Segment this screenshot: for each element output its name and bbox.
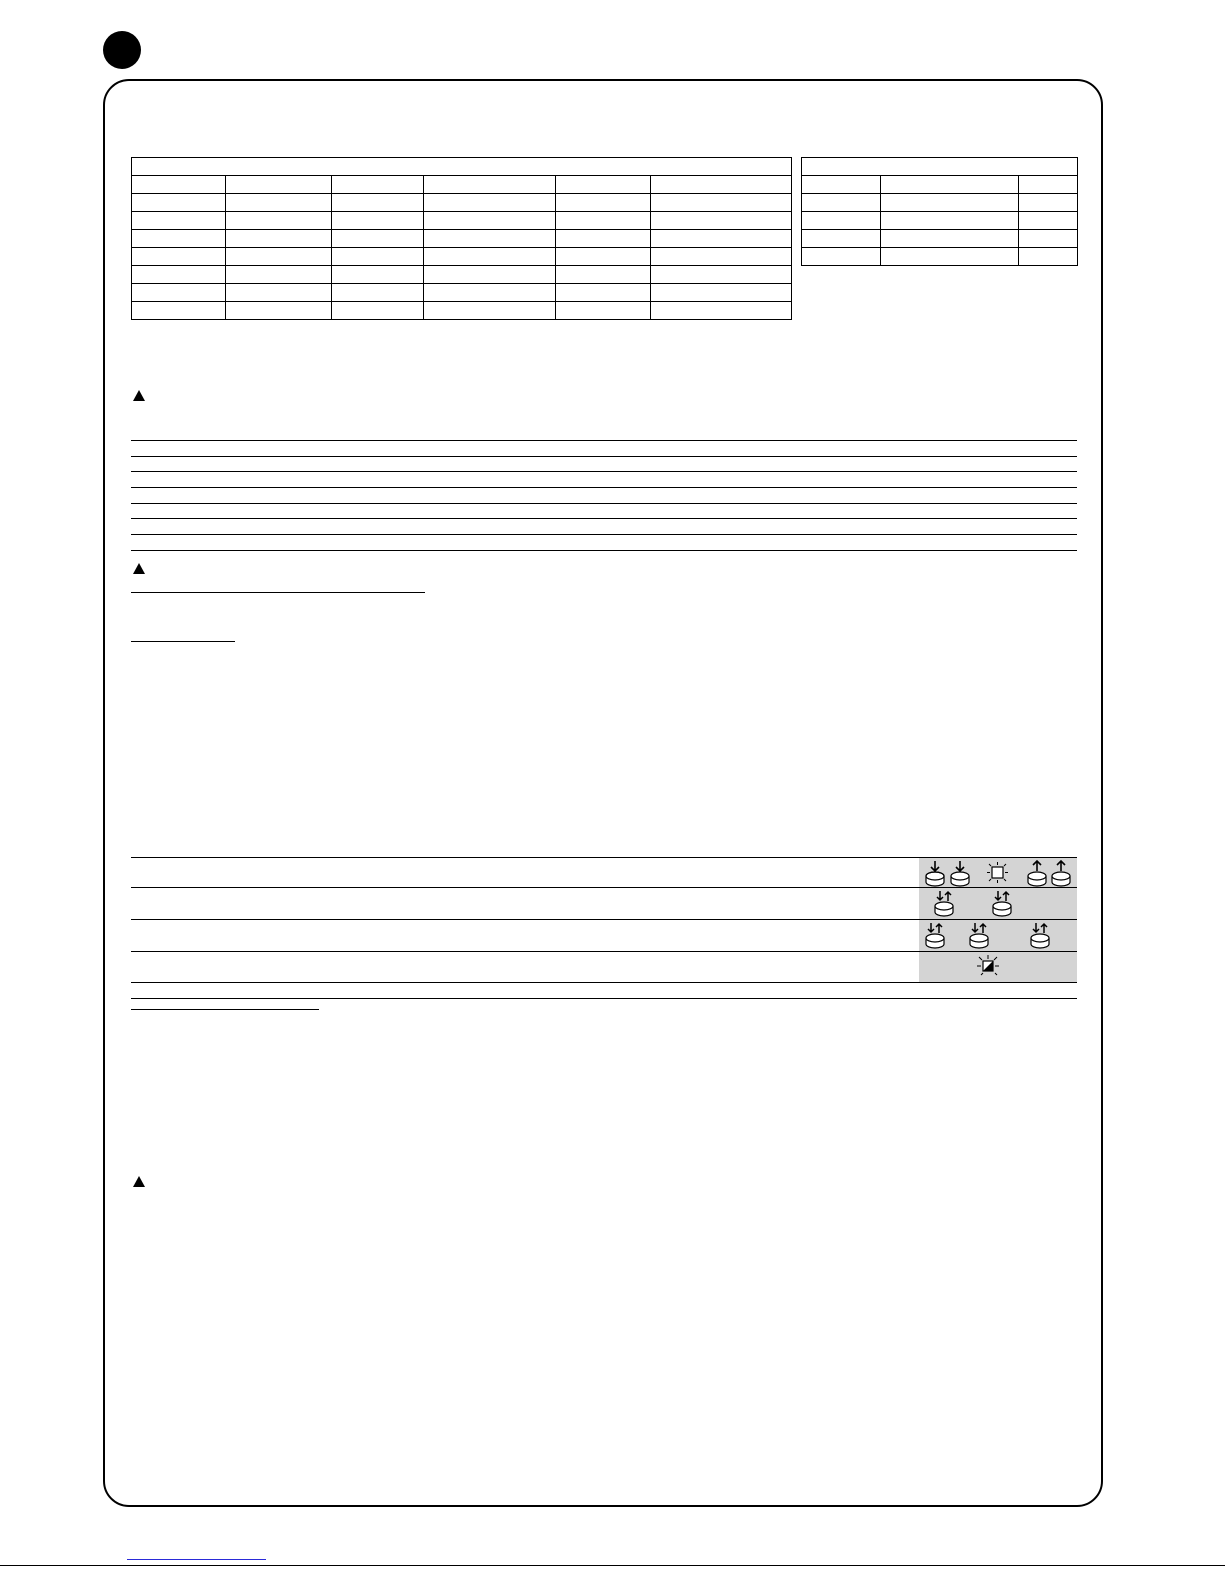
button-release-icon <box>1028 861 1046 886</box>
table-row <box>132 212 792 230</box>
table-header-row <box>802 158 1078 176</box>
table-row <box>132 176 792 194</box>
rule-line <box>131 550 1077 551</box>
rule-line <box>131 487 1077 488</box>
main-table <box>131 157 792 320</box>
procedure-icon-cell <box>919 952 1077 982</box>
procedure-icon-cell <box>919 888 1077 919</box>
table-row <box>132 302 792 320</box>
button-press-release-icon <box>1031 923 1049 948</box>
button-press-release-icon <box>926 923 944 948</box>
procedure-rule <box>131 982 1077 983</box>
table-row <box>802 176 1078 194</box>
footer-link[interactable] <box>127 1559 266 1560</box>
button-press-icon <box>951 861 969 886</box>
light-blink-icon <box>977 955 999 975</box>
button-press-release-icon <box>935 891 953 916</box>
button-press-icon <box>926 861 944 886</box>
table-row <box>802 212 1078 230</box>
blinking-light-icon <box>987 862 1008 883</box>
table-row <box>132 230 792 248</box>
procedure-rule <box>131 998 1077 999</box>
section-underline <box>131 1009 319 1010</box>
warning-triangle-icon <box>133 563 145 574</box>
page-marker-dot <box>103 31 141 69</box>
rule-line <box>131 503 1077 504</box>
rule-line <box>131 534 1077 535</box>
table-row <box>802 248 1078 266</box>
table-row <box>802 194 1078 212</box>
footer-rule <box>0 1565 1225 1566</box>
procedure-icon-cell <box>919 858 1077 887</box>
table-row <box>132 284 792 302</box>
table-row <box>132 266 792 284</box>
section-underline <box>131 592 425 593</box>
rule-line <box>131 456 1077 457</box>
table-header-row <box>132 158 792 176</box>
rule-line <box>131 440 1077 441</box>
table-row <box>132 194 792 212</box>
warning-triangle-icon <box>133 390 145 401</box>
warning-triangle-icon <box>133 1176 145 1187</box>
rule-line <box>131 518 1077 519</box>
section-underline <box>131 641 235 642</box>
table-row <box>132 248 792 266</box>
button-release-icon <box>1052 861 1070 886</box>
button-press-release-icon <box>993 891 1011 916</box>
rule-line <box>131 471 1077 472</box>
button-press-release-icon <box>970 923 988 948</box>
procedure-icon-cell <box>919 920 1077 951</box>
table-row <box>802 230 1078 248</box>
side-table <box>801 157 1078 266</box>
